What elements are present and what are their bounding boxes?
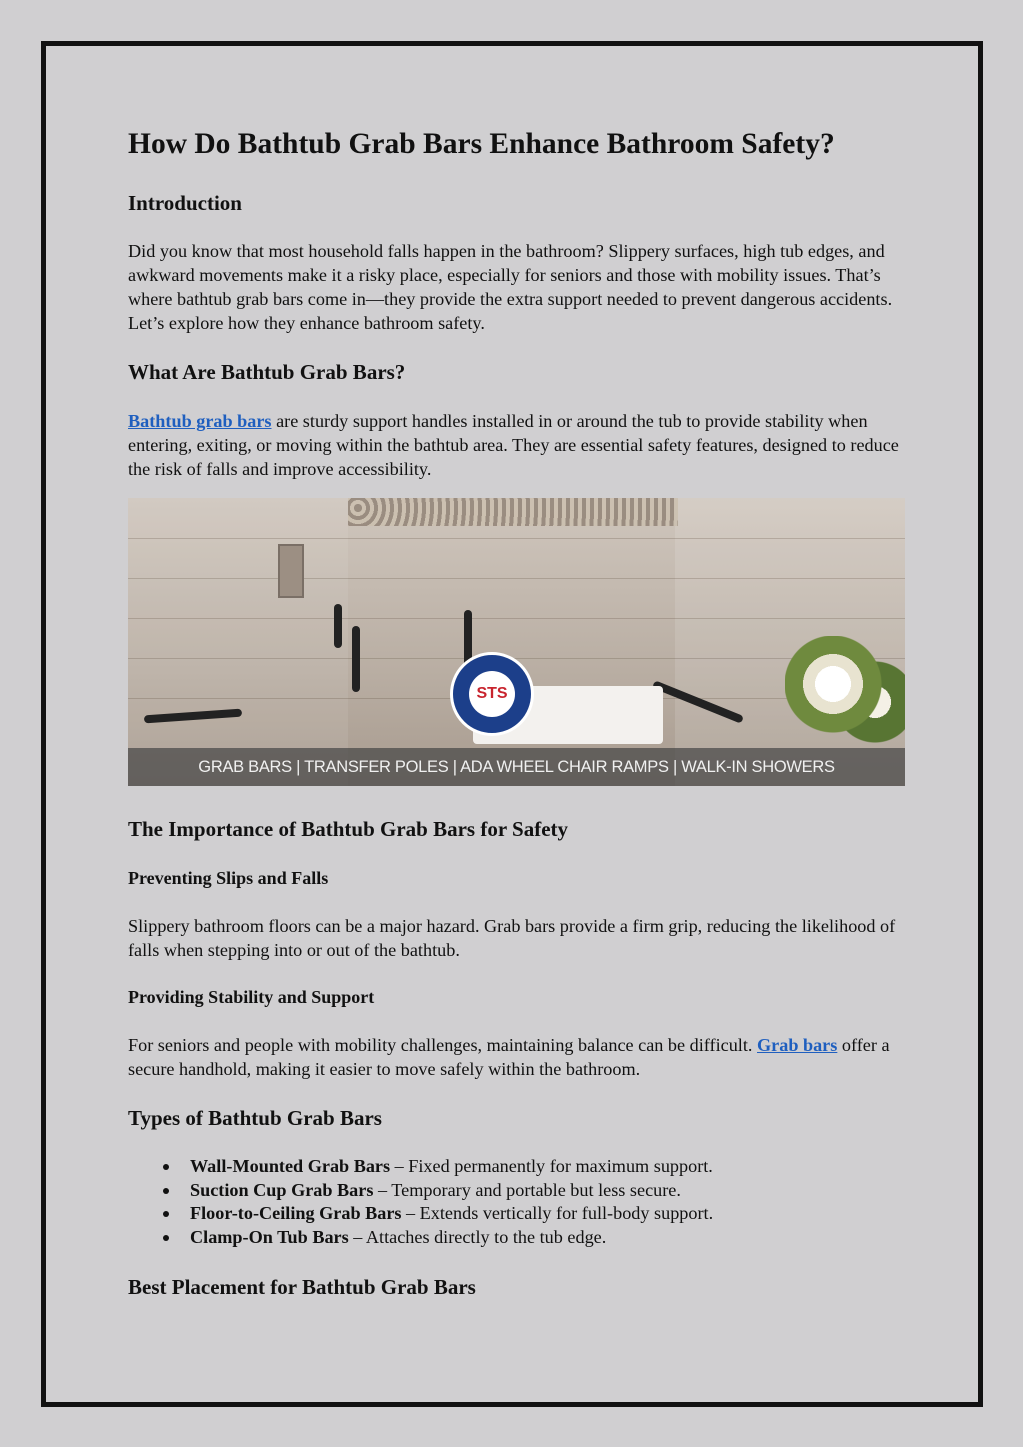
photo-grab-bar bbox=[352, 626, 360, 692]
intro-heading: Introduction bbox=[128, 191, 242, 215]
slips-heading: Preventing Slips and Falls bbox=[128, 868, 329, 888]
photo-wall-left bbox=[128, 498, 348, 786]
type-name: Suction Cup Grab Bars bbox=[190, 1179, 374, 1200]
type-name: Clamp-On Tub Bars bbox=[190, 1226, 349, 1247]
what-heading: What Are Bathtub Grab Bars? bbox=[128, 360, 406, 384]
type-desc: – Fixed permanently for maximum support. bbox=[390, 1156, 713, 1176]
what-paragraph-text: are sturdy support handles installed in or around the tub to provide stability when entering, exiting, or moving within the bathtub area. They are essential safety features, designed to reduce the risk of falls and improve accessibility. bbox=[128, 411, 899, 479]
type-name: Floor-to-Ceiling Grab Bars bbox=[190, 1203, 402, 1223]
photo-flowers bbox=[785, 636, 905, 756]
texas-senior-safety-logo bbox=[450, 652, 534, 736]
type-desc: – Extends vertically for full-body support. bbox=[401, 1203, 714, 1223]
photo-grab-bar bbox=[334, 604, 342, 648]
list-item bbox=[128, 1179, 713, 1203]
bathtub-grab-bars-link[interactable]: Bathtub grab bars bbox=[128, 411, 272, 431]
stability-text-before: For seniors and people with mobility challenges, maintaining balance can be difficult. bbox=[128, 1035, 757, 1055]
photo-tile-line bbox=[128, 618, 905, 619]
document-page bbox=[41, 41, 983, 1407]
photo-wall-niche bbox=[278, 544, 304, 598]
types-heading: Types of Bathtub Grab Bars bbox=[128, 1106, 382, 1130]
what-paragraph bbox=[128, 409, 908, 481]
type-name: Wall-Mounted Grab Bars bbox=[190, 1156, 391, 1176]
grab-bars-link[interactable]: Grab bars bbox=[757, 1035, 838, 1055]
photo-tile-line bbox=[128, 538, 905, 539]
stability-heading: Providing Stability and Support bbox=[128, 987, 375, 1007]
photo-caption: GRAB BARS | TRANSFER POLES | ADA WHEEL CHAIR RAMPS | WALK-IN SHOWERS bbox=[128, 748, 905, 786]
importance-heading: The Importance of Bathtub Grab Bars for Safety bbox=[128, 817, 569, 841]
placement-heading: Best Placement for Bathtub Grab Bars bbox=[128, 1275, 476, 1299]
bathroom-photo bbox=[128, 498, 905, 786]
logo-emblem: STS bbox=[469, 671, 515, 717]
stability-paragraph bbox=[128, 1033, 908, 1081]
intro-paragraph: Did you know that most household falls happen in the bathroom? Slippery surfaces, high tub edges, and awkward movements make it a risky place, especially for seniors and those with mobility issues. That’s where bathtub grab bars come in—they provide the extra support needed to prevent dangerous accidents. Let’s explore how they enhance bathroom safety. bbox=[128, 241, 893, 333]
list-item bbox=[128, 1226, 713, 1250]
slips-paragraph: Slippery bathroom floors can be a major hazard. Grab bars provide a firm grip, reducing the likelihood of falls when stepping into or out of the bathtub. bbox=[128, 916, 896, 960]
list-item bbox=[128, 1202, 713, 1226]
type-desc: – Temporary and portable but less secure. bbox=[373, 1179, 681, 1200]
page-title: How Do Bathtub Grab Bars Enhance Bathroom Safety? bbox=[128, 128, 835, 160]
list-item bbox=[128, 1155, 713, 1179]
stability-text-after: offer a secure handhold, making it easier to move safely within the bathroom. bbox=[128, 1035, 890, 1079]
photo-pebble-border bbox=[348, 498, 678, 526]
type-desc: – Attaches directly to the tub edge. bbox=[348, 1226, 607, 1247]
types-list bbox=[128, 1155, 713, 1249]
photo-tile-line bbox=[128, 578, 905, 579]
